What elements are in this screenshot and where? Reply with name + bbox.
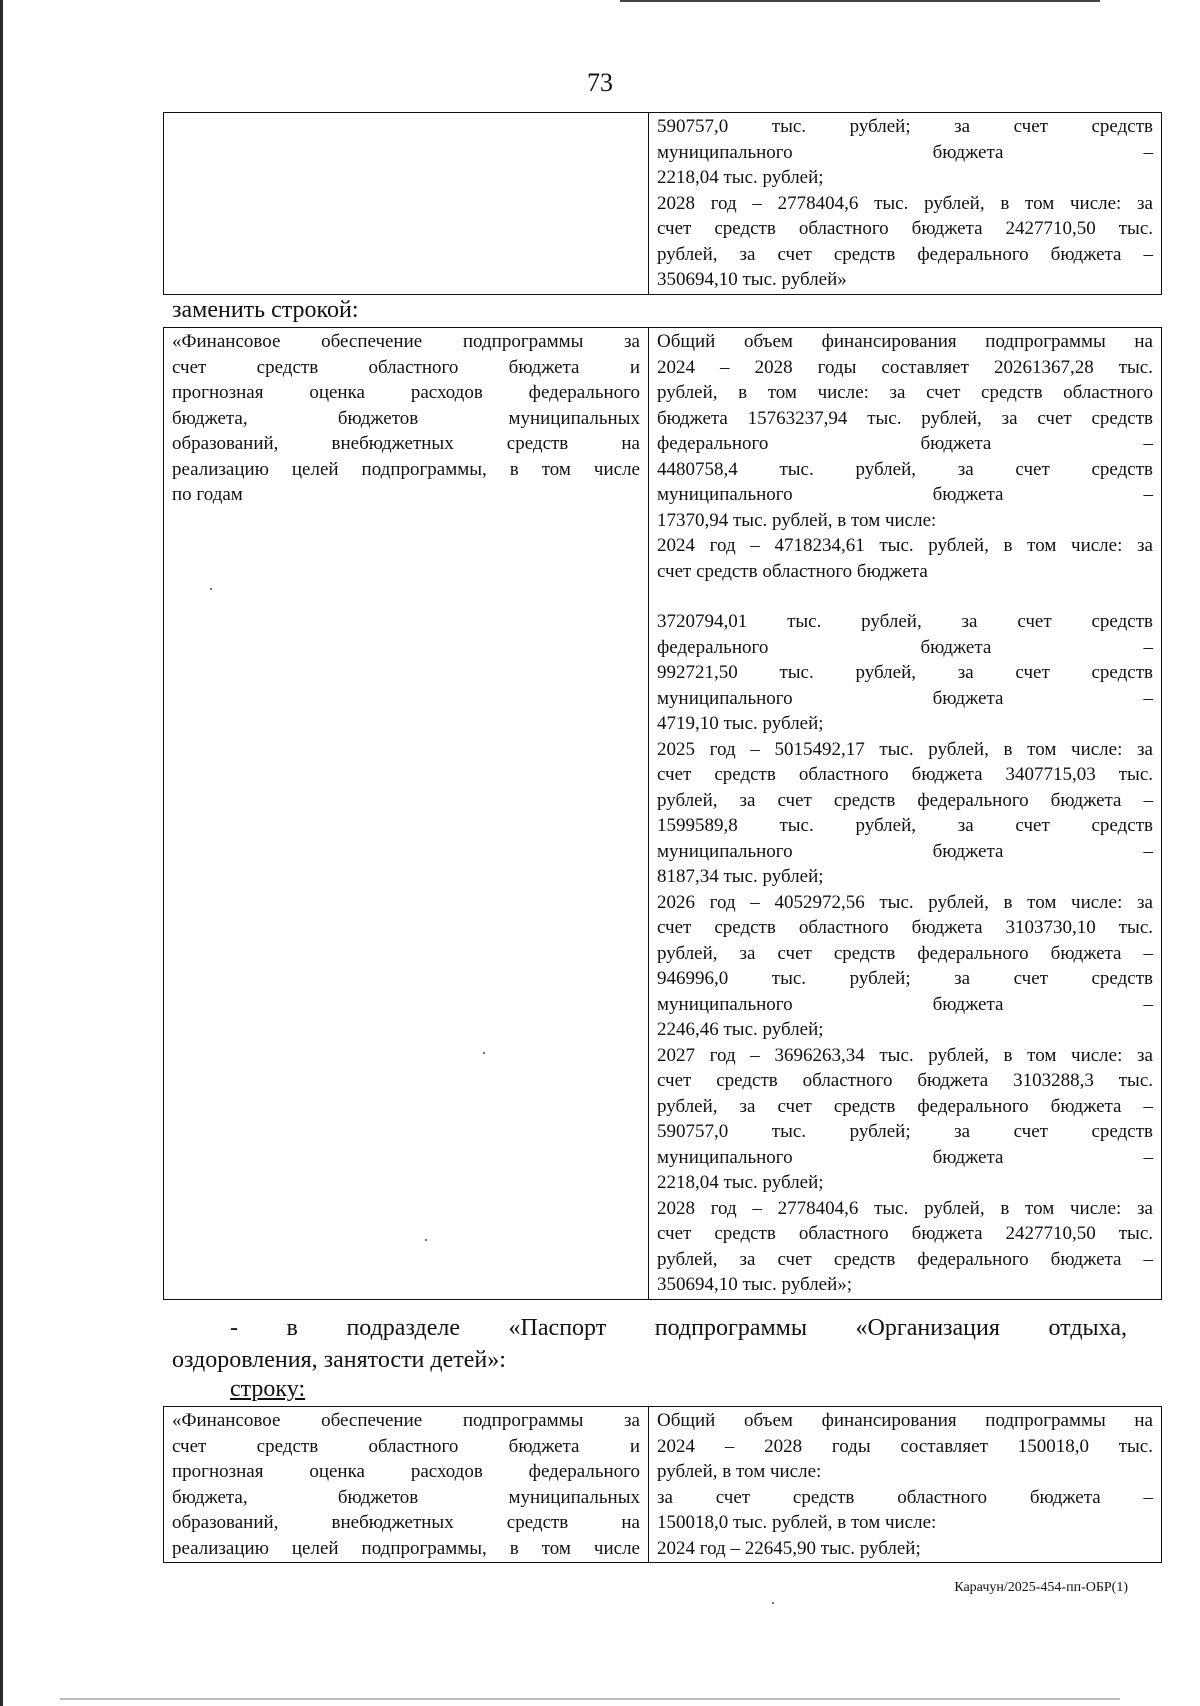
text-line: 2028 год – 2778404,6 тыс. рублей, в том числе: за (657, 1197, 1153, 1219)
text-line: реализацию целей подпрограммы, в том числе (172, 458, 640, 480)
text-line: счет средств областного бюджета и (172, 356, 640, 378)
text-line: 2024 – 2028 годы составляет 20261367,28 тыс. (657, 356, 1153, 378)
text-line: федерального бюджета – (657, 433, 1153, 454)
replacement-table (163, 327, 1162, 1300)
text-line: бюджета, бюджетов муниципальных (172, 407, 640, 429)
text-line: счет средств областного бюджета (657, 560, 928, 582)
text-line: муниципального бюджета – (657, 687, 1153, 709)
text-line: рублей, за счет средств федерального бюджета – (657, 789, 1153, 811)
text-line: счет средств областного бюджета 2427710,50 тыс. (657, 1223, 1153, 1244)
text-line: образований, внебюджетных средств на (172, 433, 640, 454)
scan-speck (483, 1052, 485, 1054)
scan-edge (0, 0, 3, 1706)
text-line: федерального бюджета – (657, 636, 1153, 658)
text-line: Общий объем финансирования подпрограммы на (657, 1410, 1153, 1431)
text-line: 2024 год – 4718234,61 тыс. рублей, в том числе: за (657, 535, 1153, 556)
replace-label: заменить строкой: (172, 297, 359, 323)
text-line: счет средств областного бюджета 3103288,3 тыс. (657, 1070, 1153, 1091)
text-line: Общий объем финансирования подпрограммы на (657, 331, 1153, 352)
table-cell-left (164, 1407, 649, 1563)
text-line: 2026 год – 4052972,56 тыс. рублей, в том числе: за (657, 891, 1153, 913)
scan-speck (210, 588, 212, 590)
text-line: 2025 год – 5015492,17 тыс. рублей, в том числе: за (657, 738, 1153, 760)
text-line: 590757,0 тыс. рублей; за счет средств (657, 116, 1153, 137)
document-code: Карачун/2025-454-пп-ОБР(1) (954, 1580, 1128, 1595)
table-cell-right (649, 1407, 1162, 1563)
paragraph-line: оздоровления, занятости детей»: (172, 1347, 506, 1373)
text-line: 2024 – 2028 годы составляет 150018,0 тыс. (657, 1435, 1153, 1457)
text-line: реализацию целей подпрограммы, в том числе (172, 1537, 640, 1559)
text-line: 350694,10 тыс. рублей» (657, 269, 847, 290)
text-line: счет средств областного бюджета 2427710,50 тыс. (657, 218, 1153, 239)
text-line: рублей, в том числе: за счет средств областного (657, 382, 1153, 403)
text-line: прогнозная оценка расходов федерального (172, 382, 640, 403)
table-cell-left (164, 328, 649, 1300)
text-line: муниципального бюджета – (657, 840, 1153, 862)
text-line: 590757,0 тыс. рублей; за счет средств (657, 1121, 1153, 1142)
text-line: бюджета 15763237,94 тыс. рублей, за счет средств (657, 407, 1153, 429)
text-line: 946996,0 тыс. рублей; за счет средств (657, 968, 1153, 989)
text-line: 992721,50 тыс. рублей, за счет средств (657, 662, 1153, 683)
table-cell-right (649, 113, 1162, 295)
text-line: 2027 год – 3696263,34 тыс. рублей, в том числе: за (657, 1044, 1153, 1066)
text-line: 2024 год – 22645,90 тыс. рублей; (657, 1537, 921, 1559)
text-line: 4719,10 тыс. рублей; (657, 713, 824, 734)
text-line: 2246,46 тыс. рублей; (657, 1019, 824, 1040)
text-line: счет средств областного бюджета 3407715,03 тыс. (657, 764, 1153, 785)
subsection-paragraph (172, 1312, 1127, 1376)
text-line: 4480758,4 тыс. рублей, за счет средств (657, 458, 1153, 480)
text-line: «Финансовое обеспечение подпрограммы за (172, 331, 640, 352)
continuation-table (163, 112, 1162, 295)
text-line: рублей, в том числе: (657, 1461, 822, 1482)
text-line: за счет средств областного бюджета – (657, 1486, 1153, 1508)
text-line: муниципального бюджета – (657, 993, 1153, 1015)
text-line: 17370,94 тыс. рублей, в том числе: (657, 509, 937, 531)
paragraph-line: - в подразделе «Паспорт подпрограммы «Организация отдыха, (230, 1315, 1127, 1341)
scan-speck (772, 1602, 774, 1604)
table-cell-left (164, 113, 649, 295)
text-line: рублей, за счет средств федерального бюджета – (657, 1248, 1153, 1270)
text-line: 3720794,01 тыс. рублей, за счет средств (657, 611, 1153, 632)
text-line: образований, внебюджетных средств на (172, 1512, 640, 1533)
scan-edge (60, 1698, 1120, 1700)
text-line: прогнозная оценка расходов федерального (172, 1461, 640, 1482)
stroku-label: строку: (230, 1376, 306, 1402)
text-line: 2218,04 тыс. рублей; (657, 167, 824, 188)
text-line: 150018,0 тыс. рублей, в том числе: (657, 1512, 937, 1533)
text-line: рублей, за счет средств федерального бюджета – (657, 1095, 1153, 1117)
text-line: счет средств областного бюджета и (172, 1435, 640, 1457)
text-line: по годам (172, 484, 243, 505)
text-line: 1599589,8 тыс. рублей, за счет средств (657, 815, 1153, 836)
blank-line (657, 584, 1153, 609)
text-line: 350694,10 тыс. рублей»; (657, 1274, 853, 1295)
text-line: муниципального бюджета – (657, 484, 1153, 505)
text-line: «Финансовое обеспечение подпрограммы за (172, 1410, 640, 1431)
text-line: 2218,04 тыс. рублей; (657, 1172, 824, 1193)
text-line: 8187,34 тыс. рублей; (657, 866, 824, 887)
text-line: муниципального бюджета – (657, 141, 1153, 163)
text-line: 2028 год – 2778404,6 тыс. рублей, в том числе: за (657, 192, 1153, 214)
text-line: рублей, за счет средств федерального бюджета – (657, 942, 1153, 964)
scan-edge (620, 0, 1100, 2)
original-row-table (163, 1406, 1162, 1563)
text-line: рублей, за счет средств федерального бюджета – (657, 243, 1153, 265)
text-line: счет средств областного бюджета 3103730,10 тыс. (657, 917, 1153, 938)
text-line: бюджета, бюджетов муниципальных (172, 1486, 640, 1508)
scan-speck (425, 1239, 427, 1241)
table-cell-right (649, 328, 1162, 1300)
page-number: 73 (587, 68, 613, 97)
text-line: муниципального бюджета – (657, 1146, 1153, 1168)
